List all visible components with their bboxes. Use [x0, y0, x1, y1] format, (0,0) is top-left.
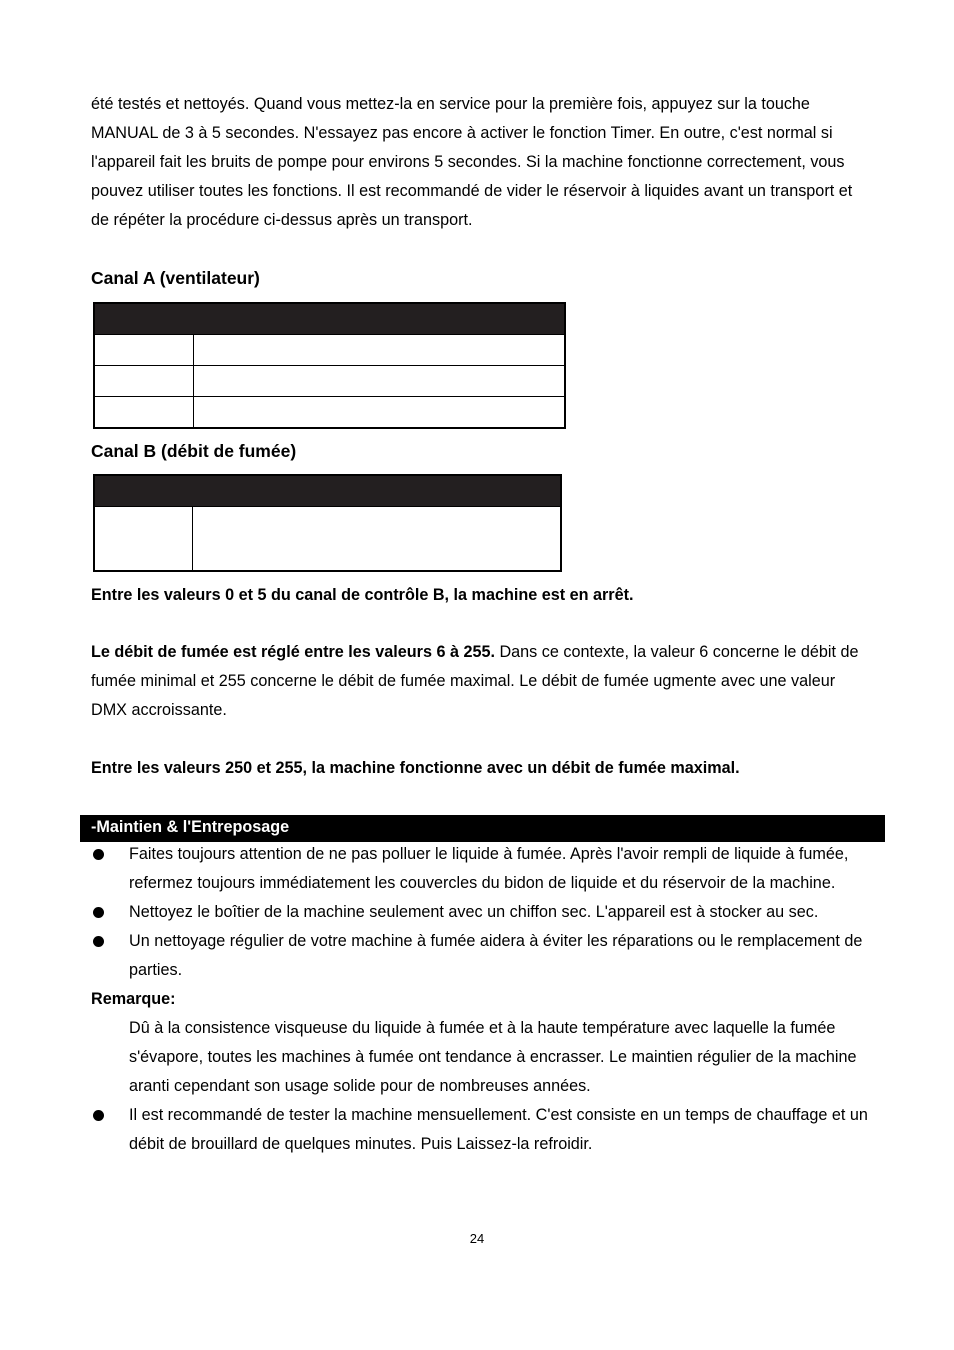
- intro-paragraph: été testés et nettoyés. Quand vous mettez-la en service pour la première fois, appuyez sur la touche MANUAL de 3 à 5 secondes. N'essayez pas encore à activer le fonction Timer. En outre, c'est normal si l'appareil fait les bruits de pompe pour environs 5 secondes. Si la machine fonctionne correctement, vous pouvez utiliser toutes les fonctions. Il est recommandé de vider le réservoir à liquides avant un transport et de répéter la procédure ci-dessus après un transport.: [91, 95, 853, 229]
- table-row: [94, 397, 565, 429]
- table-header-row: [94, 475, 561, 507]
- list-item: [91, 898, 871, 927]
- list-item-text: Nettoyez le boîtier de la machine seulement avec un chiffon sec. L'appareil est à stocker au sec.: [129, 903, 819, 921]
- flow-range-paragraph: [91, 638, 866, 725]
- bullet-icon: [93, 936, 104, 947]
- table-row: [94, 335, 565, 366]
- flow-range-bold: Le débit de fumée est réglé entre les valeurs 6 à 255.: [91, 643, 495, 661]
- list-item: [91, 927, 871, 985]
- list-item: [91, 840, 871, 898]
- off-range-note: Entre les valeurs 0 et 5 du canal de contrôle B, la machine est en arrêt.: [91, 586, 634, 604]
- bullet-icon: [93, 849, 104, 860]
- maintenance-section-title: -Maintien & l'Entreposage: [80, 815, 885, 842]
- flow-range-text: Dans ce contexte, la valeur 6 concerne le débit de fumée minimal et 255 concerne le débit de fumée maximal. Le débit de fumée ugmente avec une valeur DMX accroissante.: [91, 643, 859, 719]
- bullet-icon: [93, 907, 104, 918]
- table-row: [94, 507, 561, 572]
- table-header-row: [94, 303, 565, 335]
- table-row: [94, 366, 565, 397]
- bullet-icon: [93, 1110, 104, 1121]
- remark-text: Dû à la consistence visqueuse du liquide à fumée et à la haute température avec laquelle la fumée s'évapore, toutes les machines à fumée ont tendance à encrasser. Le maintien régulier de la machine aranti cependant son usage solide pour de nombreuses années.: [129, 1019, 857, 1095]
- channel-a-heading: Canal A (ventilateur): [91, 268, 260, 288]
- list-item-text: Un nettoyage régulier de votre machine à fumée aidera à éviter les réparations ou le remplacement de parties.: [129, 932, 863, 979]
- list-item-text: Faites toujours attention de ne pas polluer le liquide à fumée. Après l'avoir rempli de liquide à fumée, refermez toujours immédiatement les couvercles du bidon de liquide et du réservoir de la machine.: [129, 845, 849, 892]
- maintenance-list: [91, 840, 871, 1159]
- page-number: 24: [469, 1231, 485, 1246]
- list-item: [91, 1101, 871, 1159]
- channel-b-table: [93, 474, 562, 572]
- max-range-note: Entre les valeurs 250 et 255, la machine fonctionne avec un débit de fumée maximal.: [91, 759, 740, 777]
- remark-label: Remarque:: [91, 990, 176, 1008]
- channel-a-table: [93, 302, 566, 429]
- list-item-text: Il est recommandé de tester la machine mensuellement. C'est consiste en un temps de chauffage et un débit de brouillard de quelques minutes. Puis Laissez-la refroidir.: [129, 1106, 868, 1153]
- channel-b-heading: Canal B (débit de fumée): [91, 441, 297, 461]
